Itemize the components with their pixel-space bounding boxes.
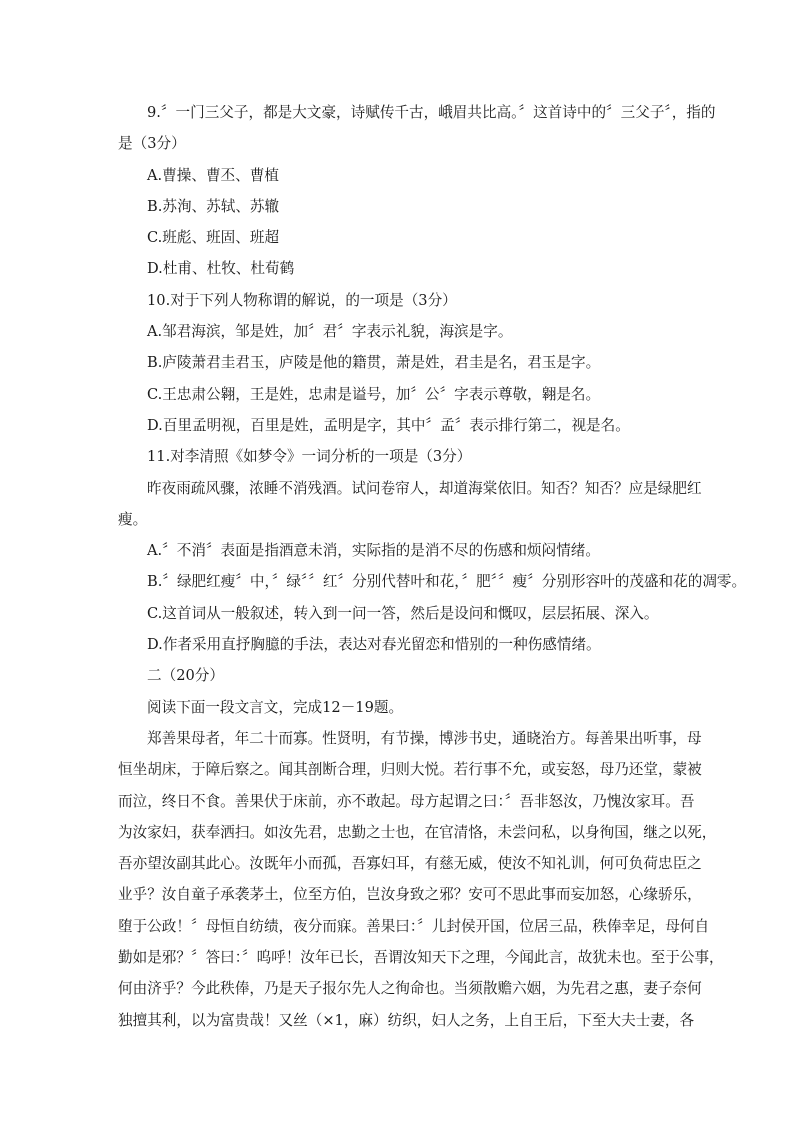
text-line: A.〞不消〞表面是指酒意未消，实际指的是消不尽的伤感和烦闷情绪。 [147,542,600,560]
text-line: 瘦。 [118,510,148,528]
text-line: 独擅其利，以为富贵哉！又丝（×1，麻）纺织，妇人之务，上自王后，下至大夫士妻，各 [118,1011,695,1029]
text-line: D.杜甫、杜牧、杜荀鹤 [147,260,295,278]
text-line: 阅读下面一段文言文，完成12－19题。 [147,698,404,716]
text-line: 恒坐胡床，于障后察之。闻其剖断合理，归则大悦。若行事不允，或妄怒，母乃还堂，蒙被 [118,761,702,779]
text-line: 为汝家妇，获奉洒扫。如汝先君，忠勤之士也，在官清恪，未尝问私，以身徇国，继之以死， [118,823,717,841]
text-line: 业乎？汝自童子承袭茅土，位至方伯，岂汝身致之邪？安可不思此事而妄加怒，心缘骄乐， [118,886,702,904]
text-line: A.邹君海滨，邹是姓，加〞君〞字表示礼貌，海滨是字。 [147,323,513,341]
text-line: 堕于公政！〞母恒自纺绩，夜分而寐。善果曰：〞儿封侯开国，位居三品，秩俸幸足，母何自 [118,917,710,935]
text-line: D.百里孟明视，百里是姓，孟明是字，其中〞孟〞表示排行第二，视是名。 [147,416,630,434]
text-line: 勤如是邪？〞答曰：〞呜呼！汝年已长，吾谓汝知天下之理，今闻此言，故犹未也。至于公事， [118,949,724,967]
text-line: 郑善果母者，年二十而寡。性贤明，有节操，博涉书史，通晓治方。每善果出听事，母 [147,729,702,747]
text-line: C.这首词从一般叙述，转入到一问一答，然后是设问和慨叹，层层拓展、深入。 [147,604,659,622]
text-line: 是（3分） [118,135,186,153]
text-line: 11.对李清照《如梦令》一词分析的一项是（3分） [147,448,472,466]
text-line: 何由济乎？今此秩俸，乃是天子报尔先人之徇命也。当须散赡六姻，为先君之惠，妻子奈何 [118,980,702,998]
text-line: C.班彪、班固、班超 [147,229,280,247]
text-line: 9.〞一门三父子，都是大文豪，诗赋传千古，峨眉共比高。〞这首诗中的〞三父子〞，指的 [147,104,716,121]
text-line: D.作者采用直抒胸臆的手法，表达对春光留恋和惜别的一种伤感情绪。 [147,636,601,654]
text-line: B.〞绿肥红瘦〞中，〞绿〞〞红〞分别代替叶和花，〞肥〞〞瘦〞分别形容叶的茂盛和花的凋零。 [147,573,747,591]
document-page [118,97,747,1036]
text-line: 而泣，终日不食。善果伏于床前，亦不敢起。母方起谓之曰：〞吾非怒汝，乃愧汝家耳。吾 [118,792,695,810]
text-line: 吾亦望汝副其此心。汝既年小而孤，吾寡妇耳，有慈无威，使汝不知礼训，何可负荷忠臣之 [118,855,702,873]
text-line: A.曹操、曹丕、曹植 [147,166,279,184]
text-line: 昨夜雨疏风骤，浓睡不消残酒。试问卷帘人，却道海棠依旧。知否？知否？应是绿肥红 [147,479,702,497]
text-line: B.苏洵、苏轼、苏辙 [147,197,280,215]
text-line: C.王忠肃公翱，王是姓，忠肃是谥号，加〞公〞字表示尊敬，翱是名。 [147,385,601,403]
text-line: B.庐陵萧君圭君玉，庐陵是他的籍贯，萧是姓，君圭是名，君玉是字。 [147,354,601,372]
text-line: 10.对于下列人物称谓的解说，的一项是（3分） [147,291,457,309]
text-line: 二（20分） [147,667,224,685]
